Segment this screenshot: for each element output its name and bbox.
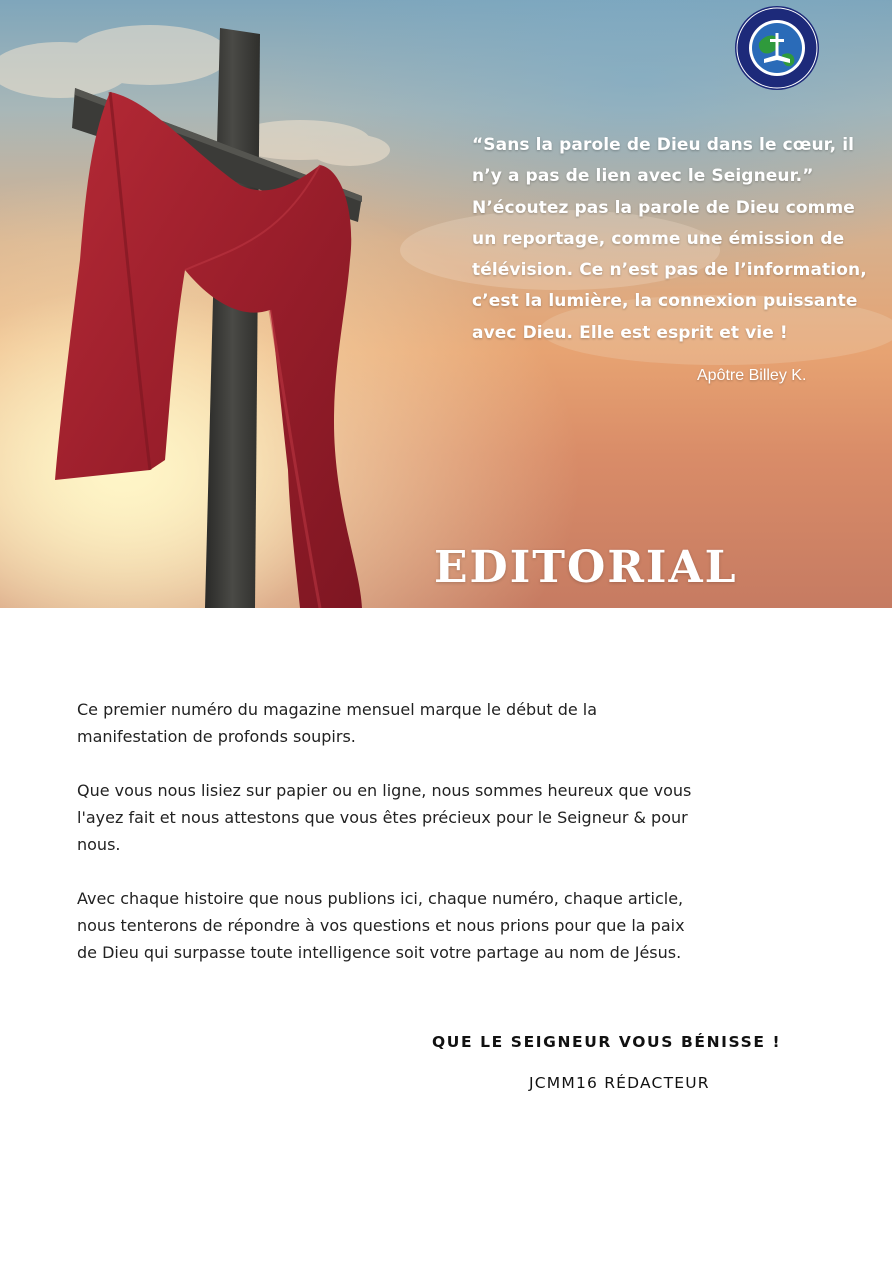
paragraph-line: Avec chaque histoire que nous publions ici, chaque numéro, chaque article, [77, 889, 684, 908]
quote-line: N’écoutez pas la parole de Dieu comme [472, 197, 855, 218]
paragraph-line: nous. [77, 835, 121, 854]
paragraph-line: Ce premier numéro du magazine mensuel marque le début de la [77, 700, 598, 719]
hero-banner [0, 0, 892, 608]
quote-line: n’y a pas de lien avec le Seigneur.” [472, 166, 814, 187]
quote-line: un reportage, comme une émission de [472, 228, 845, 249]
quote-block [472, 130, 867, 349]
editorial-body [77, 696, 797, 993]
paragraph-line: manifestation de profonds soupirs. [77, 727, 356, 746]
church-seal-icon [734, 5, 820, 91]
quote-line: avec Dieu. Elle est esprit et vie ! [472, 322, 788, 343]
paragraph-line: l'ayez fait et nous attestons que vous êtes précieux pour le Seigneur & pour [77, 808, 688, 827]
section-title: EDITORIAL [434, 542, 738, 593]
quote-line: télévision. Ce n’est pas de l’information, [472, 260, 867, 281]
paragraph [77, 777, 797, 858]
paragraph [77, 885, 797, 966]
paragraph [77, 696, 797, 750]
quote-line: “Sans la parole de Dieu dans le cœur, il [472, 135, 855, 155]
paragraph-line: nous tenterons de répondre à vos questions et nous prions pour que la paix [77, 916, 685, 935]
church-seal-logo [734, 5, 820, 91]
blessing-line: QUE LE SEIGNEUR VOUS BÉNISSE ! [432, 1033, 782, 1051]
paragraph-line: Que vous nous lisiez sur papier ou en ligne, nous sommes heureux que vous [77, 781, 692, 800]
quote-author: Apôtre Billey K. [697, 367, 807, 384]
quote-line: c’est la lumière, la connexion puissante [472, 291, 858, 312]
editor-signature: JCMM16 RÉDACTEUR [529, 1074, 710, 1092]
paragraph-line: de Dieu qui surpasse toute intelligence soit votre partage au nom de Jésus. [77, 943, 682, 962]
